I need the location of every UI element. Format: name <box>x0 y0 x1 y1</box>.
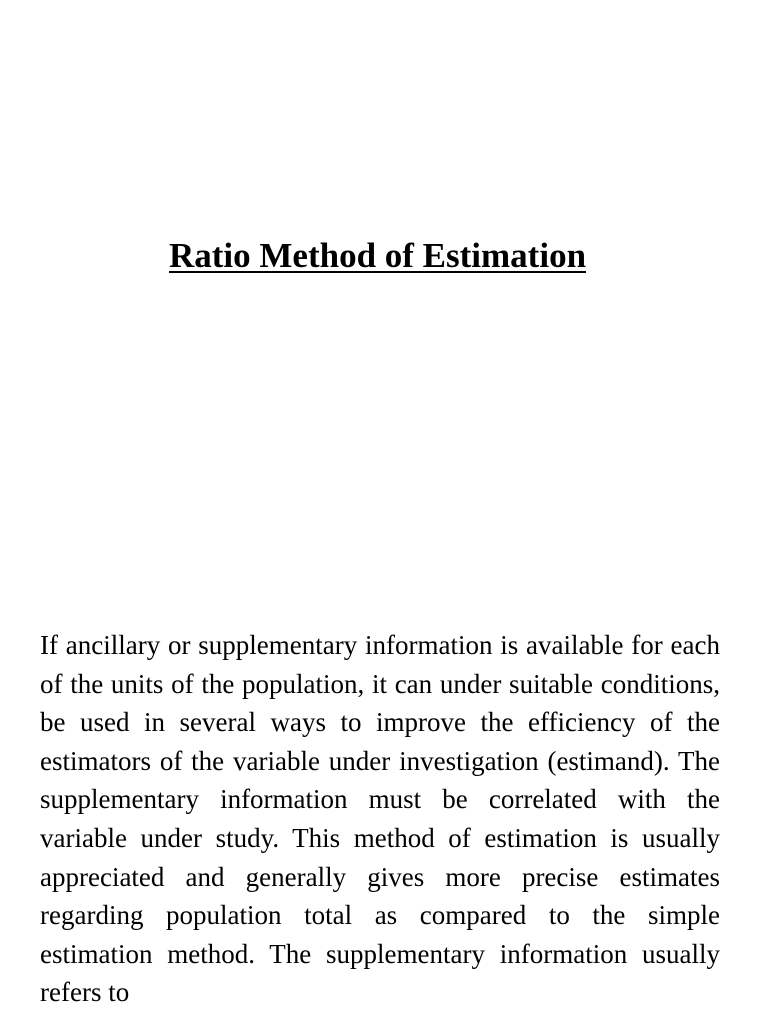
page-title: Ratio Method of Estimation <box>168 236 587 275</box>
body-paragraph: If ancillary or supplementary information is available for each of the units of the population, it can under suitable conditions, be used in several ways to improve the efficiency of the estimators of the variable under investigation (estimand). The supplementary information must be correlated with the variable under study. This method of estimation is usually appreciated and generally gives more precise estimates regarding population total as compared to the simple estimation method. The supplementary information usually refers to <box>40 630 720 1008</box>
